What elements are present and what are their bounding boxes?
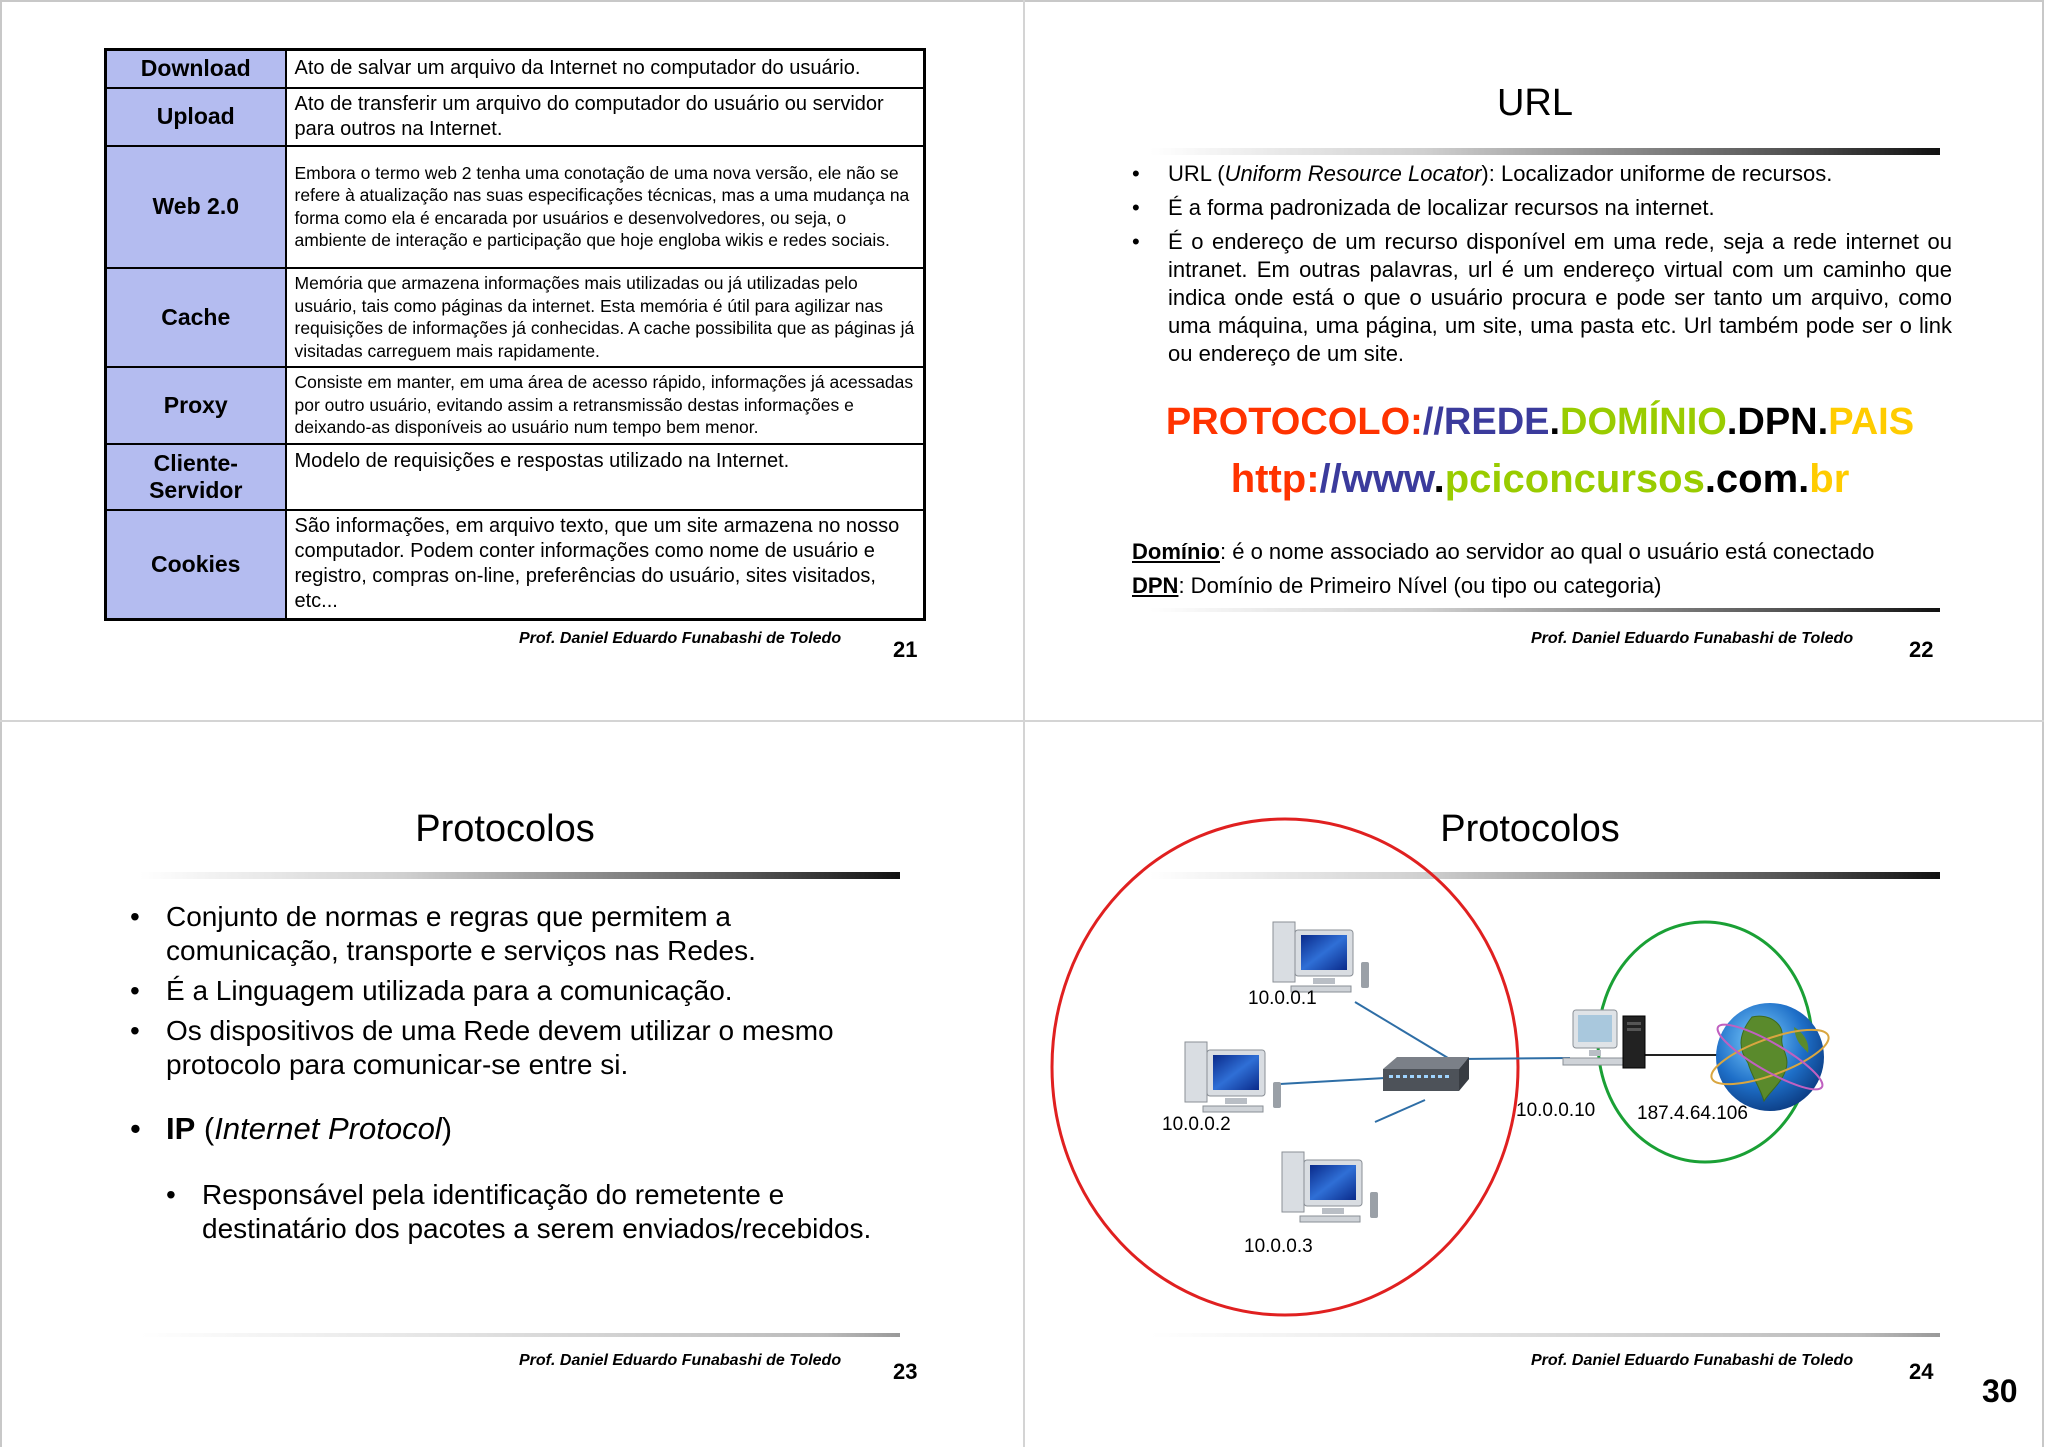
footer-author: Prof. Daniel Eduardo Funabashi de Toledo xyxy=(519,1352,842,1369)
footer-author: Prof. Daniel Eduardo Funabashi de Toledo xyxy=(1531,1352,1854,1369)
footer-author: Prof. Daniel Eduardo Funabashi de Toledo xyxy=(519,630,842,647)
definition-cell: Ato de transferir um arquivo do computador do usuário ou servidor para outros na Internet. xyxy=(286,88,925,146)
table-row xyxy=(106,510,925,620)
definition-dominio: Domínio: é o nome associado ao servidor ao qual o usuário está conectado xyxy=(1132,539,1875,564)
url-example: http://www.pciconcursos.com.br xyxy=(1230,457,1850,501)
slide-title: URL xyxy=(1496,82,1574,124)
ip-label-public: 187.4.64.106 xyxy=(1637,1103,1748,1124)
definition-cell: Modelo de requisições e respostas utilizado na Internet. xyxy=(286,444,925,510)
pc-10-0-0-3 xyxy=(1282,1152,1378,1222)
list-item: • Os dispositivos de uma Rede devem utilizar o mesmo protocolo para comunicar-se entre si. xyxy=(130,1014,890,1082)
pc-10-0-0-2 xyxy=(1185,1042,1281,1112)
ip-label-pc1: 10.0.0.1 xyxy=(1248,988,1317,1009)
table-row xyxy=(106,146,925,268)
definition-cell: Consiste em manter, em uma área de acesso rápido, informações já acessadas por outro usuário, evitando assim a retransmissão destas informações e deixando-as disponíveis ao usuário num tempo bem menor. xyxy=(286,367,925,444)
table-row xyxy=(106,88,925,146)
pc-10-0-0-1 xyxy=(1273,922,1369,992)
term-cell: Upload xyxy=(106,88,286,146)
term-cell: Web 2.0 xyxy=(106,146,286,268)
list-item: • Conjunto de normas e regras que permitem a comunicação, transporte e serviços nas Redes. xyxy=(130,900,890,968)
term-cell: Cliente-Servidor xyxy=(106,444,286,510)
list-item: • É o endereço de um recurso disponível em uma rede, seja a rede internet ou intranet. Em outras palavras, url é um endereço virtual com um caminho que indica onde está o que o usuário procura e pode ser tanto um arquivo, como uma máquina, uma página, um site, uma pasta etc. Url também pode ser o link ou endereço de um site. xyxy=(1132,228,1952,368)
slide-23 xyxy=(0,722,1020,1442)
bullet-list xyxy=(130,900,890,1152)
table-row xyxy=(106,444,925,510)
gateway-computer-icon xyxy=(1563,1010,1645,1068)
page-number: 22 xyxy=(1909,637,1934,662)
list-item: • É a forma padronizada de localizar recursos na internet. xyxy=(1132,194,1952,222)
term-cell: Download xyxy=(106,50,286,88)
bottom-rule xyxy=(140,1333,900,1337)
title-rule xyxy=(140,872,900,879)
table-row xyxy=(106,50,925,88)
term-cell: Cache xyxy=(106,268,286,367)
footer-author: Prof. Daniel Eduardo Funabashi de Toledo xyxy=(1531,630,1854,647)
term-cell: Proxy xyxy=(106,367,286,444)
list-item: • É a Linguagem utilizada para a comunicação. xyxy=(130,974,890,1008)
list-item: • Responsável pela identificação do remetente e destinatário dos pacotes a serem enviados/recebidos. xyxy=(166,1178,926,1246)
network-switch-icon xyxy=(1383,1057,1469,1091)
ip-label-gateway: 10.0.0.10 xyxy=(1516,1100,1596,1121)
slide-title: Protocolos xyxy=(415,808,595,850)
sheet-number: 30 xyxy=(1982,1373,2018,1409)
title-rule xyxy=(1150,148,1940,155)
definition-dpn: DPN: Domínio de Primeiro Nível (ou tipo ou categoria) xyxy=(1132,573,1662,598)
table-row xyxy=(106,268,925,367)
ip-label-pc2: 10.0.0.2 xyxy=(1162,1114,1231,1135)
page-number: 23 xyxy=(893,1359,918,1384)
slide-21 xyxy=(0,0,1020,720)
slide-22 xyxy=(1025,0,2045,720)
definition-cell: Ato de salvar um arquivo da Internet no computador do usuário. xyxy=(286,50,925,88)
table-row xyxy=(106,367,925,444)
bottom-rule xyxy=(1150,1333,1940,1337)
slide-24 xyxy=(1025,722,2045,1442)
slide-title: Protocolos xyxy=(1440,808,1620,850)
definition-cell: São informações, em arquivo texto, que um site armazena no nosso computador. Podem conter informações como nome de usuário e registro, compras on-line, preferências do usuário, sites visitados, etc... xyxy=(286,510,925,620)
definition-cell: Memória que armazena informações mais utilizadas ou já utilizadas pelo usuário, tais como páginas da internet. Esta memória é útil para agilizar nas requisições de informações já conhecidas. A cache possibilita que as páginas já visitadas carreguem mais rapidamente. xyxy=(286,268,925,367)
internet-globe-icon xyxy=(1706,1003,1835,1111)
bottom-rule xyxy=(1150,608,1940,612)
page-number: 24 xyxy=(1909,1359,1934,1384)
url-structure: PROTOCOLO://REDE.DOMÍNIO.DPN.PAIS xyxy=(1165,401,1915,443)
sub-bullet-list xyxy=(166,1178,926,1252)
term-cell: Cookies xyxy=(106,510,286,620)
list-item: • URL (Uniform Resource Locator): Localizador uniforme de recursos. xyxy=(1132,160,1952,188)
list-item: • IP (Internet Protocol) xyxy=(130,1112,890,1146)
bullet-list xyxy=(1132,160,1952,374)
definition-cell: Embora o termo web 2 tenha uma conotação de uma nova versão, ele não se refere à atualização nas suas especificações técnicas, mas a uma mudança na forma como ela é encarada por usuários e desenvolvedores, ou seja, o ambiente de interação e participação que hoje engloba wikis e redes sociais. xyxy=(286,146,925,268)
glossary-table xyxy=(104,48,926,621)
ip-label-pc3: 10.0.0.3 xyxy=(1244,1236,1313,1257)
page-number: 21 xyxy=(893,637,918,662)
